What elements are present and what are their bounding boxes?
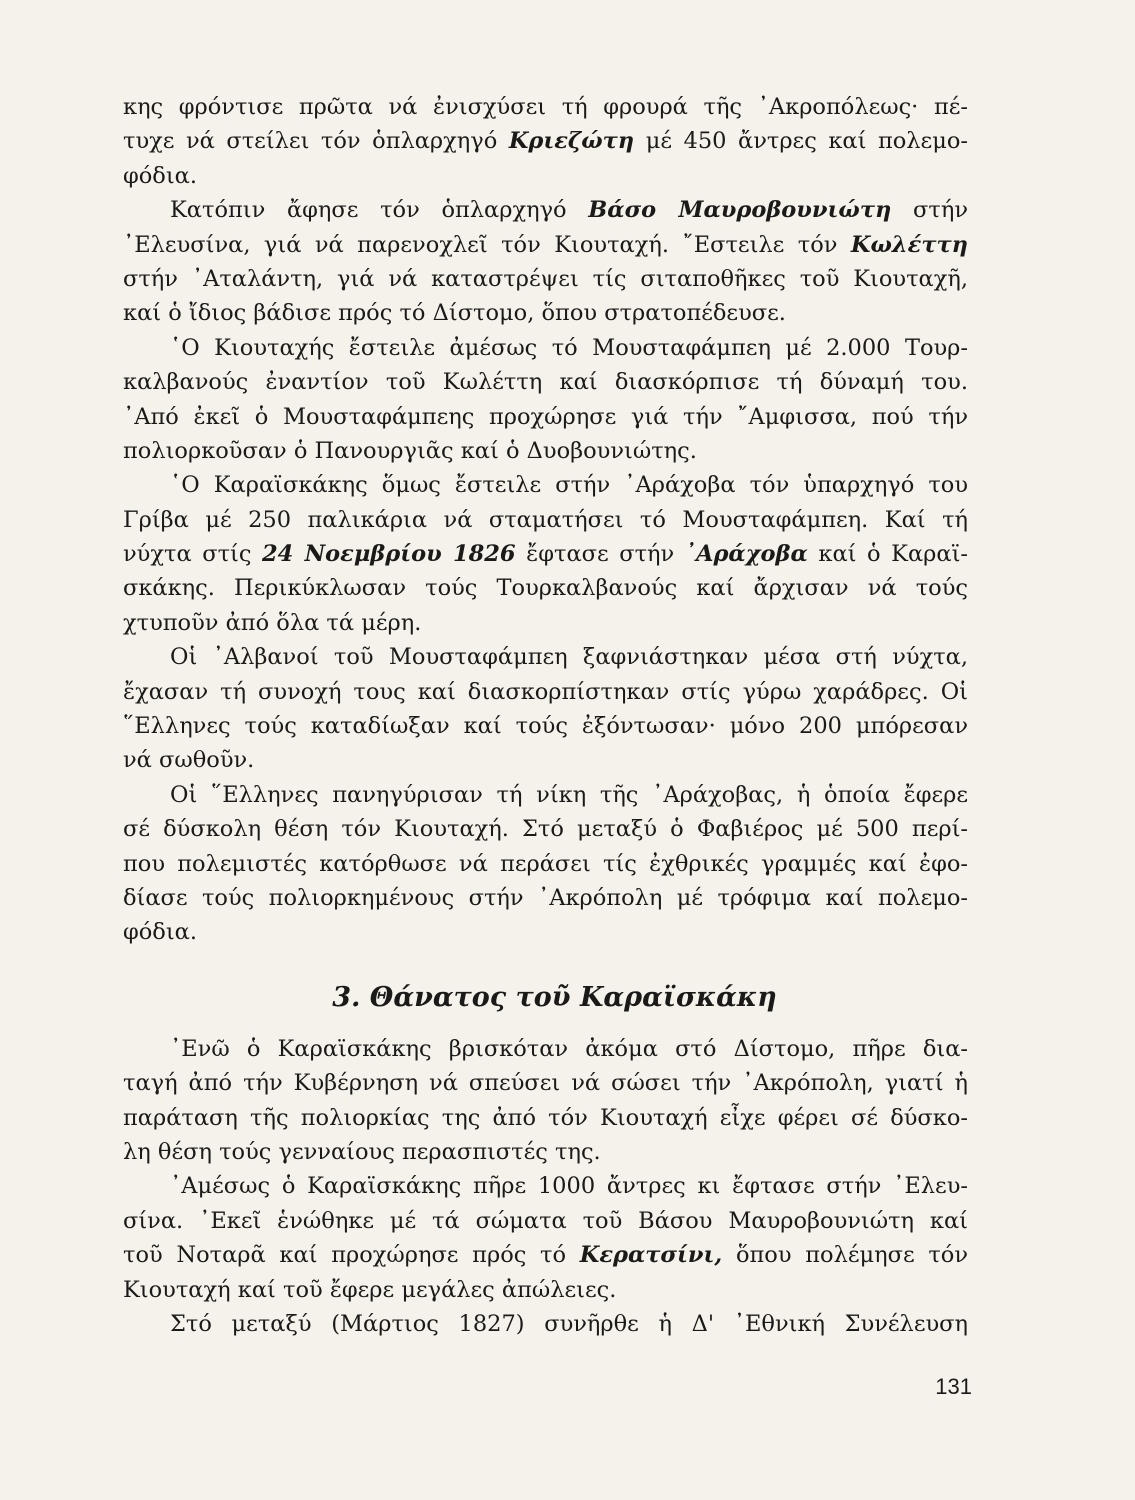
text-line: φόδια.	[123, 162, 198, 189]
text-line: Κατόπιν ἄφησε τόν ὁπλαρχηγό Βάσο Μαυροβουνιώτη στήν	[170, 197, 968, 224]
spacer	[123, 950, 968, 968]
date-24-november-1826: 24 Νοεμβρίου 1826	[262, 541, 516, 568]
text-line: νά σωθοῦν.	[123, 747, 255, 774]
text-line: σέ δύσκολη θέση τόν Κιουταχή. Στό μεταξύ ὁ Φαβιέρος μέ 500 περί-	[123, 816, 968, 843]
text-line: φόδια.	[123, 919, 198, 946]
text-line: Στό μεταξύ (Μάρτιος 1827) συνῆρθε ἡ Δ' ᾿Εθνική Συνέλευση	[170, 1310, 968, 1337]
text-line: λη θέση τούς γενναίους περασπιστές της.	[123, 1138, 601, 1165]
text-line: ῾Ο Καραϊσκάκης ὅμως ἔστειλε στήν ᾿Αράχοβα τόν ὑπαρχηγό του	[170, 472, 968, 499]
text-line: καλβανούς ἐναντίον τοῦ Κωλέττη καί διασκόρπισε τή δύναμή του.	[123, 369, 968, 396]
text-line: νύχτα στίς 24 Νοεμβρίου 1826 ἔφτασε στήν ᾿Αράχοβα καί ὁ Καραϊ-	[123, 541, 969, 568]
place-keratsini: Κερατσίνι,	[579, 1242, 723, 1269]
section-heading: 3. Θάνατος τοῦ Καραϊσκάκη	[332, 981, 777, 1013]
text-line: χτυποῦν ἀπό ὅλα τά μέρη.	[123, 609, 422, 636]
page-number: 131	[935, 1374, 972, 1399]
name-kolettis: Κωλέττη	[850, 231, 968, 258]
name-kriezotis: Κριεζώτη	[508, 128, 635, 155]
text-line: ῾Ο Κιουταχής ἔστειλε ἀμέσως τό Μουσταφάμπεη μέ 2.000 Τουρ-	[170, 334, 968, 361]
text-line: Οἱ ᾿Αλβανοί τοῦ Μουσταφάμπεη ξαφνιάστηκαν μέσα στή νύχτα,	[170, 644, 968, 671]
body-text	[123, 90, 968, 1341]
text-line: ῞Ελληνες τούς καταδίωξαν καί τούς ἐξόντωσαν· μόνο 200 μπόρεσαν	[123, 713, 968, 740]
text-line: ᾿Αμέσως ὁ Καραϊσκάκης πῆρε 1000 ἄντρες κι ἔφτασε στήν ᾿Ελευ-	[170, 1173, 968, 1200]
text-line: σκάκης. Περικύκλωσαν τούς Τουρκαλβανούς καί ἄρχισαν νά τούς	[123, 575, 968, 602]
text-line: ταγή ἀπό τήν Κυβέρνηση νά σπεύσει νά σώσει τήν ᾿Ακρόπολη, γιατί ἡ	[123, 1070, 968, 1097]
text-line: κης φρόντισε πρῶτα νά ἐνισχύσει τή φρουρά τῆς ᾿Ακροπόλεως· πέ-	[123, 94, 968, 120]
text-line: ᾿Ελευσίνα, γιά νά παρενοχλεῖ τόν Κιουταχή. ῎Εστειλε τόν Κωλέττη	[123, 231, 968, 258]
text-line: τοῦ Νοταρᾶ καί προχώρησε πρός τό Κερατσίνι, ὅπου πολέμησε τόν	[123, 1242, 968, 1269]
text-line: σίνα. ᾿Εκεῖ ἑνώθηκε μέ τά σώματα τοῦ Βάσου Μαυροβουνιώτη καί	[123, 1207, 968, 1234]
text-line: τυχε νά στείλει τόν ὁπλαρχηγό Κριεζώτη μέ 450 ἄντρες καί πολεμο-	[123, 128, 968, 155]
text-line: που πολεμιστές κατόρθωσε νά περάσει τίς ἐχθρικές γραμμές καί ἐφο-	[123, 850, 968, 877]
name-mavrovouniotis: Βάσο Μαυροβουνιώτη	[588, 197, 892, 224]
text-line: Κιουταχή καί τοῦ ἔφερε μεγάλες ἀπώλειες.	[123, 1276, 617, 1303]
text-line: πολιορκοῦσαν ὁ Πανουργιᾶς καί ὁ Δυοβουνιώτης.	[123, 437, 697, 464]
text-line: ἔχασαν τή συνοχή τους καί διασκορπίστηκαν στίς γύρω χαράδρες. Οἱ	[123, 678, 968, 705]
place-arachova: ᾿Αράχοβα	[684, 541, 808, 568]
text-line: Οἱ ῞Ελληνες πανηγύρισαν τή νίκη τῆς ᾿Αράχοβας, ἡ ὁποία ἔφερε	[170, 781, 968, 808]
text-line: δίασε τούς πολιορκημένους στήν ᾿Ακρόπολη μέ τρόφιμα καί πολεμο-	[123, 884, 968, 911]
text-line: Γρίβα μέ 250 παλικάρια νά σταματήσει τό Μουσταφάμπεη. Καί τή	[123, 506, 968, 533]
text-line: καί ὁ ἴδιος βάδισε πρός τό Δίστομο, ὅπου στρατοπέδευσε.	[123, 300, 786, 327]
text-line: παράταση τῆς πολιορκίας της ἀπό τόν Κιουταχή εἶχε φέρει σέ δύσκο-	[123, 1104, 968, 1131]
text-line: στήν ᾿Αταλάντη, γιά νά καταστρέψει τίς σιταποθῆκες τοῦ Κιουταχῆ,	[123, 265, 968, 292]
text-line: ᾿Ενῶ ὁ Καραϊσκάκης βρισκόταν ἀκόμα στό Δίστομο, πῆρε δια-	[170, 1035, 968, 1062]
text-line: ᾿Από ἐκεῖ ὁ Μουσταφάμπεης προχώρησε γιά τήν ῎Αμφισσα, πού τήν	[123, 403, 968, 430]
